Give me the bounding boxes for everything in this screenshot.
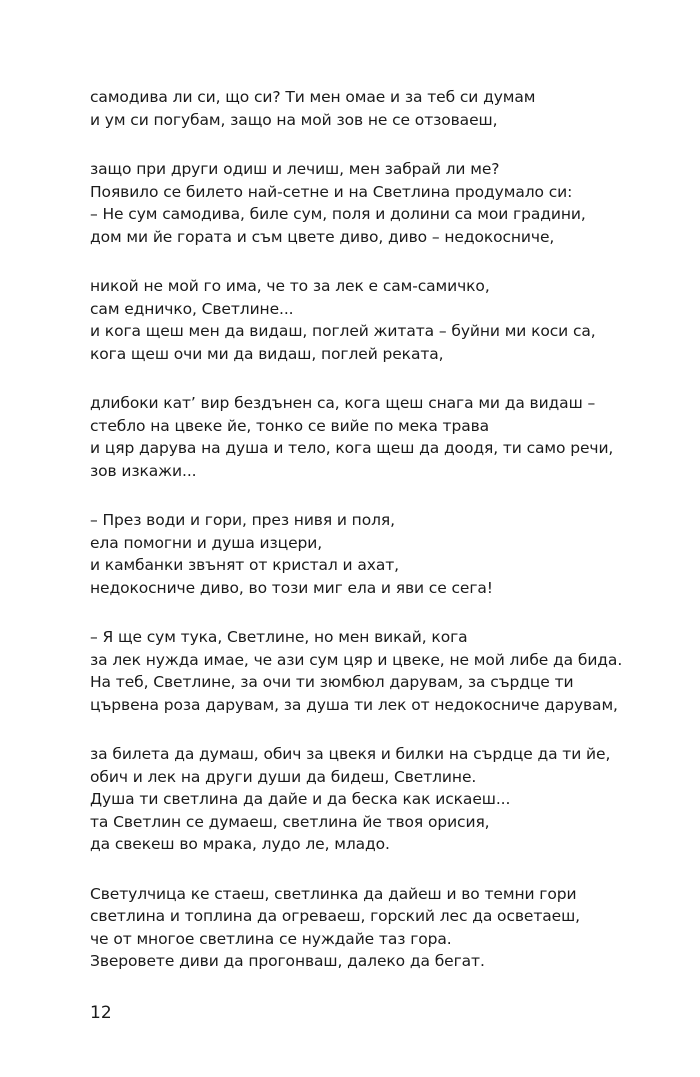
verse-line: сам едничко, Светлине...: [90, 299, 294, 318]
verse-line: цървена роза дарувам, за душа ти лек от недокосниче дарувам,: [90, 695, 618, 714]
verse-line: та Светлин се думаеш, светлина йе твоя орисия,: [90, 812, 490, 831]
stanza: [90, 275, 650, 365]
stanza: [90, 626, 650, 716]
stanza: [90, 86, 650, 131]
verse-line: защо при други одиш и лечиш, мен забрай ли ме?: [90, 160, 500, 178]
verse-line: На теб, Светлине, за очи ти зюмбюл дарувам, за сърдце ти: [90, 673, 574, 691]
verse-line: че от многое светлина се нуждайе таз гора.: [90, 929, 452, 948]
verse-line: и кога щеш мен да видаш, поглей житата – буйни ми коси са,: [90, 322, 596, 340]
verse-line: и цяр дарува на душа и тело, кога щеш да доодя, ти само речи,: [90, 439, 614, 457]
verse-line: за лек нужда имае, че ази сум цяр и цвеке, не мой либе да бида.: [90, 650, 623, 669]
verse-line: Появило се билето най-сетне и на Светлина продумало си:: [90, 182, 573, 201]
verse-line: самодива ли си, що си? Ти мен омае и за теб си думам: [90, 88, 536, 106]
verse-line: дом ми йе гората и съм цвете диво, диво – недокосниче,: [90, 227, 555, 246]
verse-line: Зверовете диви да прогонваш, далеко да бегат.: [90, 952, 485, 970]
poem-body: [90, 86, 650, 1000]
verse-line: стебло на цвеке йе, тонко се вийе по мека трава: [90, 416, 490, 435]
stanza: [90, 743, 650, 856]
verse-line: ела помогни и душа изцери,: [90, 533, 323, 552]
verse-line: обич и лек на други души да бидеш, Светлине.: [90, 767, 477, 786]
verse-line: зов изкажи...: [90, 461, 197, 480]
stanza: [90, 883, 650, 973]
verse-line: недокосниче диво, во този миг ела и яви се сега!: [90, 578, 493, 597]
stanza: [90, 158, 650, 248]
stanza: [90, 509, 650, 599]
verse-line: – През води и гори, през нивя и поля,: [90, 511, 395, 529]
verse-line: длибоки кат’ вир бездънен са, кога щеш снага ми да видаш –: [90, 394, 596, 412]
verse-line: – Не сум самодива, биле сум, поля и долини са мои градини,: [90, 205, 586, 223]
verse-line: никой не мой го има, че то за лек е сам-самичко,: [90, 277, 490, 295]
verse-line: Светулчица ке стаеш, светлинка да дайеш и во темни гори: [90, 884, 577, 903]
verse-line: да свекеш во мрака, лудо ле, младо.: [90, 835, 390, 853]
verse-line: – Я ще сум тука, Светлине, но мен викай, кога: [90, 628, 468, 646]
verse-line: Душа ти светлина да дайе и да беска как искаеш...: [90, 790, 511, 808]
verse-line: и ум си погубам, защо на мой зов не се отзоваеш,: [90, 110, 498, 129]
verse-line: и камбанки звънят от кристал и ахат,: [90, 556, 399, 574]
page-number: 12: [90, 1003, 112, 1023]
verse-line: светлина и топлина да огреваеш, горский лес да осветаеш,: [90, 907, 581, 925]
stanza: [90, 392, 650, 482]
verse-line: кога щеш очи ми да видаш, поглей реката,: [90, 344, 444, 363]
verse-line: за билета да думаш, обич за цвекя и билки на сърдце да ти йе,: [90, 745, 611, 763]
